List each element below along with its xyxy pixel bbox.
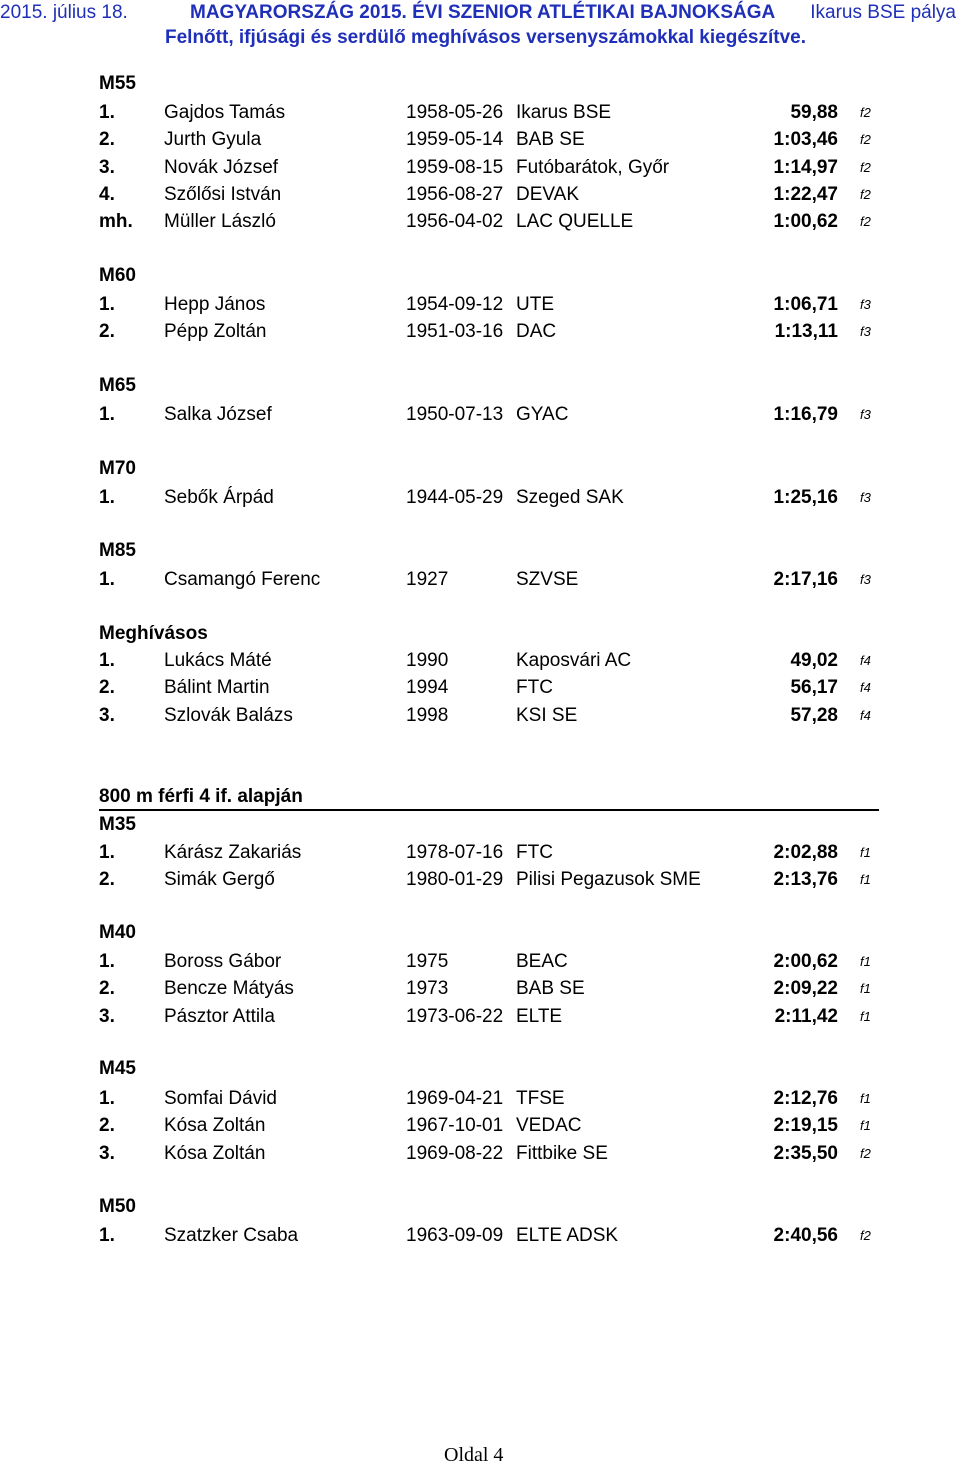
heat-label: f3	[860, 572, 871, 587]
result-row	[0, 155, 960, 181]
result-time: 49,02	[790, 650, 838, 671]
header-venue: Ikarus BSE pálya	[810, 2, 956, 23]
club-name: FTC	[516, 677, 553, 699]
heat-label: f1	[860, 1091, 871, 1106]
result-row	[0, 209, 960, 235]
athlete-name: Hepp János	[164, 294, 266, 315]
birth-date: 1994	[406, 677, 449, 699]
result-row	[0, 648, 960, 674]
birth-date: 1969-08-22	[406, 1142, 504, 1164]
athlete-name: Boross Gábor	[164, 951, 282, 972]
category-heading: M55	[99, 73, 136, 94]
birth-date: 1998	[406, 704, 449, 726]
birth-date: 1956-04-02	[406, 211, 504, 233]
result-rank: 3.	[99, 704, 115, 726]
club-name: BEAC	[516, 951, 568, 972]
club-name: ELTE ADSK	[516, 1225, 619, 1246]
result-rank: 1.	[99, 842, 115, 863]
result-row	[0, 100, 960, 126]
category-heading: Meghívásos	[99, 623, 208, 644]
result-row	[0, 319, 960, 345]
result-time: 1:06,71	[773, 294, 838, 315]
athlete-name: Simák Gergő	[164, 869, 275, 891]
heat-label: f4	[860, 680, 871, 696]
athlete-name: Jurth Gyula	[164, 129, 262, 151]
header-title: MAGYARORSZÁG 2015. ÉVI SZENIOR ATLÉTIKAI BAJNOKSÁGA	[190, 2, 776, 23]
event-divider	[99, 809, 879, 811]
result-row	[0, 567, 960, 593]
result-time: 1:03,46	[773, 129, 838, 151]
athlete-name: Müller László	[164, 211, 276, 233]
result-time: 2:02,88	[773, 842, 838, 863]
header-subtitle: Felnőtt, ifjúsági és serdülő meghívásos versenyszámokkal kiegészítve.	[165, 27, 806, 48]
club-name: UTE	[516, 294, 554, 315]
athlete-name: Szatzker Csaba	[164, 1225, 299, 1246]
club-name: Pilisi Pegazusok SME	[516, 869, 701, 891]
result-row	[0, 949, 960, 975]
result-rank: 2.	[99, 869, 115, 891]
category-heading: M35	[99, 814, 136, 835]
result-time: 2:40,56	[773, 1225, 838, 1246]
result-row	[0, 1113, 960, 1139]
athlete-name: Sebők Árpád	[164, 487, 274, 508]
heat-label: f1	[860, 845, 871, 860]
result-time: 2:19,15	[773, 1115, 838, 1137]
category-heading: M65	[99, 375, 136, 396]
birth-date: 1959-08-15	[406, 156, 504, 178]
result-time: 1:25,16	[773, 487, 838, 508]
athlete-name: Szőlősi István	[164, 183, 282, 205]
club-name: VEDAC	[516, 1115, 582, 1137]
athlete-name: Lukács Máté	[164, 650, 272, 671]
athlete-name: Pásztor Attila	[164, 1005, 275, 1027]
club-name: KSI SE	[516, 704, 578, 726]
header-date: 2015. július 18.	[0, 2, 128, 23]
result-rank: 1.	[99, 294, 115, 315]
birth-date: 1969-04-21	[406, 1088, 504, 1109]
club-name: Szeged SAK	[516, 487, 624, 508]
club-name: Futóbarátok, Győr	[516, 156, 670, 178]
result-row	[0, 485, 960, 511]
club-name: ELTE	[516, 1005, 563, 1027]
club-name: BAB SE	[516, 129, 585, 151]
club-name: LAC QUELLE	[516, 211, 634, 233]
birth-date: 1990	[406, 650, 449, 671]
result-time: 2:13,76	[773, 869, 838, 891]
result-rank: 2.	[99, 1115, 115, 1137]
result-time: 57,28	[790, 704, 838, 726]
heat-label: f1	[860, 981, 871, 997]
heat-label: f2	[860, 132, 871, 148]
result-row	[0, 840, 960, 866]
birth-date: 1956-08-27	[406, 183, 504, 205]
heat-label: f2	[860, 214, 871, 230]
heat-label: f4	[860, 707, 871, 723]
birth-date: 1927	[406, 569, 449, 590]
result-rank: 1.	[99, 569, 115, 590]
heat-label: f2	[860, 105, 871, 120]
result-row	[0, 867, 960, 893]
result-row	[0, 127, 960, 153]
heat-label: f2	[860, 159, 871, 175]
result-rank: 1.	[99, 404, 115, 425]
heat-label: f3	[860, 407, 871, 422]
athlete-name: Kósa Zoltán	[164, 1115, 266, 1137]
category-heading: M85	[99, 540, 136, 561]
result-time: 2:12,76	[773, 1088, 838, 1109]
result-time: 2:35,50	[773, 1142, 838, 1164]
result-time: 1:22,47	[773, 183, 838, 205]
club-name: FTC	[516, 842, 553, 863]
result-row	[0, 1223, 960, 1249]
result-row	[0, 402, 960, 428]
athlete-name: Gajdos Tamás	[164, 102, 286, 123]
birth-date: 1959-05-14	[406, 129, 504, 151]
heat-label: f1	[860, 954, 871, 969]
result-rank: 1.	[99, 487, 115, 508]
birth-date: 1975	[406, 951, 449, 972]
athlete-name: Bálint Martin	[164, 677, 270, 699]
result-rank: 1.	[99, 650, 115, 671]
result-rank: mh.	[99, 211, 133, 233]
athlete-name: Szlovák Balázs	[164, 704, 293, 726]
club-name: DAC	[516, 321, 557, 343]
heat-label: f3	[860, 297, 871, 312]
birth-date: 1980-01-29	[406, 869, 504, 891]
heat-label: f1	[860, 1008, 871, 1024]
athlete-name: Kárász Zakariás	[164, 842, 302, 863]
birth-date: 1944-05-29	[406, 487, 504, 508]
result-row	[0, 182, 960, 208]
athlete-name: Salka József	[164, 404, 272, 425]
heat-label: f2	[860, 1228, 871, 1243]
category-heading: M70	[99, 458, 136, 479]
result-rank: 2.	[99, 978, 115, 1000]
page-number: Oldal 4	[444, 1444, 504, 1466]
athlete-name: Somfai Dávid	[164, 1088, 277, 1109]
result-rank: 3.	[99, 1142, 115, 1164]
result-row	[0, 703, 960, 729]
result-time: 56,17	[790, 677, 838, 699]
birth-date: 1978-07-16	[406, 842, 504, 863]
birth-date: 1950-07-13	[406, 404, 504, 425]
result-row	[0, 1141, 960, 1167]
heat-label: f3	[860, 490, 871, 505]
result-rank: 1.	[99, 1225, 115, 1246]
athlete-name: Bencze Mátyás	[164, 978, 294, 1000]
club-name: SZVSE	[516, 569, 579, 590]
birth-date: 1954-09-12	[406, 294, 504, 315]
result-rank: 1.	[99, 102, 115, 123]
birth-date: 1951-03-16	[406, 321, 504, 343]
club-name: Kaposvári AC	[516, 650, 632, 671]
category-heading: M50	[99, 1196, 136, 1217]
result-time: 1:14,97	[773, 156, 838, 178]
heat-label: f2	[860, 1145, 871, 1161]
result-row	[0, 1004, 960, 1030]
birth-date: 1973	[406, 978, 449, 1000]
result-rank: 1.	[99, 951, 115, 972]
result-rank: 4.	[99, 183, 115, 205]
birth-date: 1963-09-09	[406, 1225, 504, 1246]
athlete-name: Csamangó Ferenc	[164, 569, 321, 590]
result-time: 2:11,42	[774, 1005, 838, 1027]
athlete-name: Pépp Zoltán	[164, 321, 267, 343]
result-row	[0, 675, 960, 701]
heat-label: f4	[860, 653, 871, 668]
result-rank: 1.	[99, 1088, 115, 1109]
result-rank: 2.	[99, 129, 115, 151]
heat-label: f2	[860, 186, 871, 202]
heat-label: f1	[860, 1118, 871, 1134]
result-row	[0, 1086, 960, 1112]
category-heading: M60	[99, 265, 136, 286]
result-row	[0, 976, 960, 1002]
result-time: 59,88	[790, 102, 838, 123]
result-time: 1:00,62	[773, 211, 838, 233]
result-time: 2:17,16	[773, 569, 838, 590]
result-rank: 2.	[99, 321, 115, 343]
athlete-name: Novák József	[164, 156, 279, 178]
athlete-name: Kósa Zoltán	[164, 1142, 266, 1164]
club-name: BAB SE	[516, 978, 585, 1000]
result-time: 1:16,79	[773, 404, 838, 425]
result-time: 2:09,22	[773, 978, 838, 1000]
result-rank: 3.	[99, 1005, 115, 1027]
club-name: GYAC	[516, 404, 569, 425]
result-time: 2:00,62	[773, 951, 838, 972]
result-rank: 2.	[99, 677, 115, 699]
category-heading: M40	[99, 922, 136, 943]
result-rank: 3.	[99, 156, 115, 178]
club-name: DEVAK	[516, 183, 580, 205]
result-time: 1:13,11	[774, 321, 838, 343]
event-title: 800 m férfi 4 if. alapján	[99, 786, 303, 807]
birth-date: 1973-06-22	[406, 1005, 504, 1027]
club-name: TFSE	[516, 1088, 565, 1109]
heat-label: f3	[860, 324, 871, 340]
birth-date: 1958-05-26	[406, 102, 504, 123]
club-name: Fittbike SE	[516, 1142, 608, 1164]
club-name: Ikarus BSE	[516, 102, 612, 123]
birth-date: 1967-10-01	[406, 1115, 504, 1137]
heat-label: f1	[860, 872, 871, 888]
category-heading: M45	[99, 1058, 136, 1079]
result-row	[0, 292, 960, 318]
